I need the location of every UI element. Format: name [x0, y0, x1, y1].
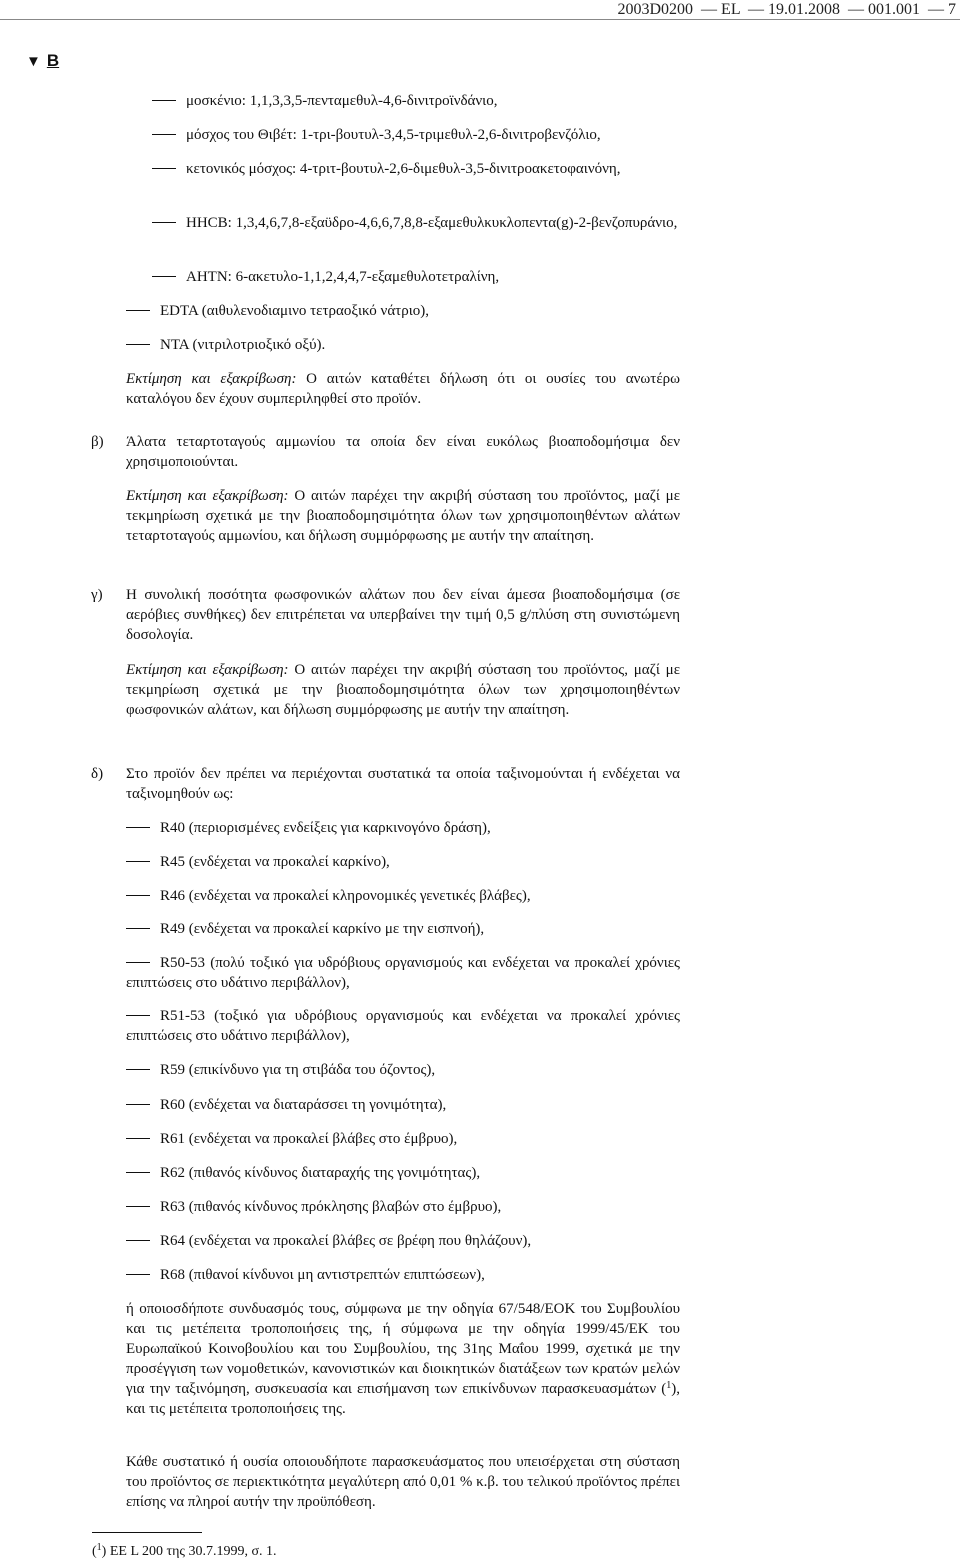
dash-icon [126, 1104, 150, 1105]
list-item [126, 301, 680, 321]
risk-phrase-text: R40 (περιορισμένες ενδείξεις για καρκινογόνο δράση), [160, 820, 491, 836]
risk-phrase-item [126, 1129, 680, 1149]
risk-phrase-text: R60 (ενδέχεται να διαταράσσει τη γονιμότητα), [160, 1097, 447, 1113]
dash-icon [126, 310, 150, 311]
doc-code: 2003D0200 [617, 1, 694, 18]
risk-phrase-item [126, 852, 680, 872]
risk-phrase-text: R51-53 (τοξικό για υδρόβιους οργανισμούς και ενδέχεται να προκαλεί χρόνιες επιπτώσεις στο υδάτινο περιβάλλον), [126, 1008, 680, 1044]
footnote-text: ΕΕ L 200 της 30.7.1999, σ. 1. [109, 1544, 277, 1559]
item-label: β) [91, 434, 104, 450]
doc-date: 19.01.2008 [768, 1, 840, 18]
dash-icon [126, 1138, 150, 1139]
assessment-label: Εκτίμηση και εξακρίβωση: [126, 371, 297, 387]
requirement-text: Η συνολική ποσότητα φωσφονικών αλάτων που δεν είναι άμεσα βιοαποδομήσιμα (σε αερόβιες συνθήκες) δεν επιτρέπεται να υπερβαίνει την τιμή 0,5 g/πλύση στη συνιστώμενη δοσολογία. [126, 587, 680, 643]
risk-phrase-item [126, 1163, 680, 1183]
dash-icon [126, 344, 150, 345]
risk-phrase-text: R64 (ενδέχεται να προκαλεί βλάβες σε βρέφη που θηλάζουν), [160, 1233, 532, 1249]
closing-paragraph [126, 1299, 680, 1419]
list-item [152, 213, 680, 233]
dash-icon [126, 1240, 150, 1241]
footnote: ($^1$) ΕΕ L 200 της 30.7.1999, σ. 1. [92, 1542, 277, 1559]
dash-icon [152, 134, 176, 135]
header-dash: — [844, 1, 868, 18]
risk-phrase-item [126, 1197, 680, 1217]
list-item-text: AHTN: 6-ακετυλο-1,1,2,4,4,7-εξαμεθυλοτετραλίνη, [186, 269, 500, 285]
closing-text-end: ), και τις μετέπειτα τροποποιήσεις της. [126, 1381, 680, 1417]
item-label: δ) [91, 766, 104, 782]
list-item-text: HHCB: 1,3,4,6,7,8-εξαϋδρο-4,6,6,7,8,8-εξαμεθυλκυκλοπεντα(g)-2-βενζοπυράνιο, [186, 215, 678, 231]
dash-icon [126, 861, 150, 862]
list-item [152, 125, 680, 145]
assessment-paragraph [126, 486, 680, 546]
list-item [126, 335, 680, 355]
dash-icon [126, 1069, 150, 1070]
risk-phrase-text: R46 (ενδέχεται να προκαλεί κληρονομικές γενετικές βλάβες), [160, 888, 531, 904]
header-dash: — [744, 1, 768, 18]
assessment-paragraph [126, 660, 680, 720]
dash-icon [126, 1172, 150, 1173]
risk-phrase-text: R45 (ενδέχεται να προκαλεί καρκίνο), [160, 854, 390, 870]
list-item [152, 159, 680, 179]
risk-phrase-item [126, 886, 680, 906]
requirement-text: Στο προϊόν δεν πρέπει να περιέχονται συστατικά τα οποία ταξινομούνται ή ενδέχεται να ταξινομηθούν ως: [126, 766, 680, 802]
risk-phrase-text: R59 (επικίνδυνο για τη στιβάδα του όζοντος), [160, 1062, 436, 1078]
risk-phrase-text: R61 (ενδέχεται να προκαλεί βλάβες στο έμβρυο), [160, 1131, 458, 1147]
doc-language: EL [721, 1, 740, 18]
assessment-label: Εκτίμηση και εξακρίβωση: [126, 488, 289, 504]
doc-version: 001.001 [868, 1, 920, 18]
footnote-divider [92, 1532, 202, 1533]
risk-phrase-text: R50-53 (πολύ τοξικό για υδρόβιους οργανισμούς και ενδέχεται να προκαλεί χρόνιες επιπτώσεις στο υδάτινο περιβάλλον), [126, 955, 680, 991]
risk-phrase-item [126, 1231, 680, 1251]
item-label: γ) [91, 587, 103, 603]
list-item [152, 91, 680, 111]
risk-phrase-item [126, 919, 680, 939]
assessment-text: Ο αιτών παρέχει την ακριβή σύσταση του προϊόντος, μαζί με τεκμηρίωση σχετικά με την βιοαποδομησιμότητα όλων των χρησιμοποιηθέντων αλάτων τεταρτοταγούς αμμωνίου, και δήλωση συμμόρφωσης με αυτήν την απαίτηση. [126, 488, 681, 544]
dash-icon [126, 928, 150, 929]
page-number: 7 [948, 1, 956, 18]
closing-paragraph: Κάθε συστατικό ή ουσία οποιουδήποτε παρασκευάσματος που υπεισέρχεται στη σύσταση του προϊόντος σε περιεκτικότητα μεγαλύτερη από 0,01 % κ.β. του τελικού προϊόντος πρέπει επίσης να πληροί αυτήν την προϋπόθεση. [126, 1454, 680, 1510]
requirement-text: Άλατα τεταρτοταγούς αμμωνίου τα οποία δεν είναι ευκόλως βιοαποδομήσιμα δεν χρησιμοποιούνται. [126, 434, 680, 470]
risk-phrase-item [126, 818, 680, 838]
risk-phrase-item [126, 1095, 680, 1115]
risk-phrase-item [126, 1006, 680, 1046]
list-item-text: μοσκένιο: 1,1,3,3,5-πενταμεθυλ-4,6-δινιτροϊνδάνιο, [186, 93, 498, 109]
dash-icon [126, 962, 150, 963]
footnote-ref[interactable]: 1 [666, 1380, 672, 1391]
dash-icon [152, 168, 176, 169]
dash-icon [126, 1015, 150, 1016]
assessment-text: Ο αιτών καταθέτει δήλωση ότι οι ουσίες του ανωτέρω καταλόγου δεν έχουν συμπεριληφθεί στο προϊόν. [126, 371, 680, 407]
assessment-label: Εκτίμηση και εξακρίβωση: [126, 662, 289, 678]
risk-phrase-item [126, 953, 680, 993]
risk-phrase-text: R62 (πιθανός κίνδυνος διαταραχής της γονιμότητας), [160, 1165, 481, 1181]
closing-text: ή οποιοσδήποτε συνδυασμός τους, σύμφωνα με την οδηγία 67/548/ΕΟΚ του Συμβουλίου και τις μετέπειτα τροποποιήσεις της, ή σύμφωνα με την οδηγία 1999/45/ΕΚ του Ευρωπαϊκού Κοινοβουλίου και του Συμβουλίου, της 31ης Μαΐου 1999, σχετικά με την προσέγγιση των νομοθετικών, κανονιστικών και διοικητικών διατάξεων των κρατών μελών για την ταξινόμηση, συσκευασία και επισήμανση των επικίνδυνων παρασκευασμάτων ( [126, 1301, 680, 1397]
list-item-text: EDTA (αιθυλενοδιαμινο τετραοξικό νάτριο), [160, 303, 429, 319]
marker-letter: B [46, 51, 60, 70]
assessment-text: Ο αιτών παρέχει την ακριβή σύσταση του προϊόντος, μαζί με τεκμηρίωση σχετικά με την βιοαποδομησιμότητα όλων των χρησιμοποιηθέντων φωσφονικών αλάτων, και δήλωση συμμόρφωσης με αυτήν την απαίτηση. [126, 662, 681, 718]
header-dash: — [924, 1, 948, 18]
header-dash: — [697, 1, 722, 18]
dash-icon [126, 895, 150, 896]
dash-icon [152, 100, 176, 101]
dash-icon [152, 276, 176, 277]
assessment-paragraph [126, 369, 680, 409]
amendment-marker [26, 51, 59, 72]
list-item-text: κετονικός μόσχος: 4-τριτ-βουτυλ-2,6-διμεθυλ-3,5-δινιτροακετοφαινόνη, [186, 161, 621, 177]
list-item [152, 267, 680, 287]
risk-phrase-text: R68 (πιθανοί κίνδυνοι μη αντιστρεπτών επιπτώσεων), [160, 1267, 485, 1283]
list-item-text: μόσχος του Θιβέτ: 1-τρι-βουτυλ-3,4,5-τριμεθυλ-2,6-δινιτροβενζόλιο, [186, 127, 601, 143]
risk-phrase-text: R49 (ενδέχεται να προκαλεί καρκίνο με την εισπνοή), [160, 921, 485, 937]
list-item-text: NTA (νιτριλοτριοξικό οξύ). [160, 337, 326, 353]
risk-phrase-text: R63 (πιθανός κίνδυνος πρόκλησης βλαβών στο έμβρυο), [160, 1199, 502, 1215]
page-header [0, 0, 960, 20]
triangle-down-icon: ▼ [26, 53, 41, 70]
risk-phrase-item [126, 1060, 680, 1080]
dash-icon [126, 1274, 150, 1275]
footnote-number: 1 [96, 1542, 102, 1553]
dash-icon [152, 222, 176, 223]
risk-phrase-item [126, 1265, 680, 1285]
dash-icon [126, 1206, 150, 1207]
dash-icon [126, 827, 150, 828]
